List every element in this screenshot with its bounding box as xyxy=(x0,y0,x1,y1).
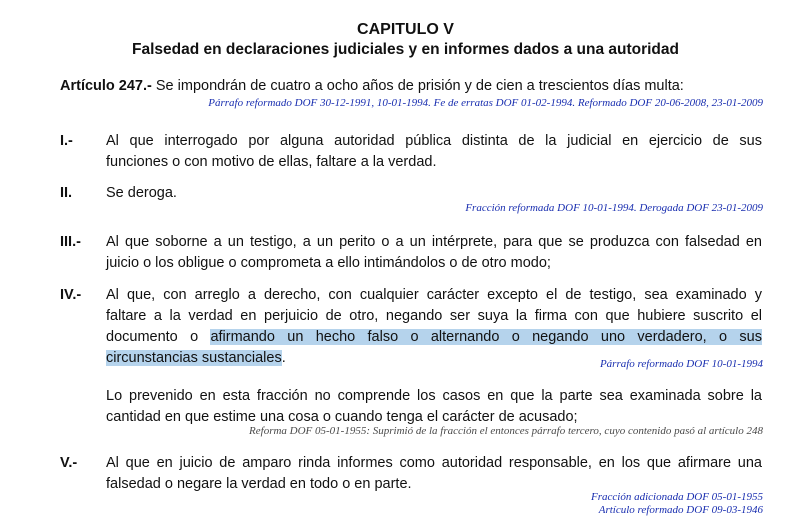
fraction-label-i: I.- xyxy=(60,133,73,149)
fraction-label-iv: IV.- xyxy=(60,287,82,303)
fraction-v-note-2: Artículo reformado DOF 09-03-1946 xyxy=(598,504,763,516)
fraction-iv-extra-paragraph xyxy=(106,386,762,428)
fraction-text-i xyxy=(106,131,762,173)
fraction-v-note-1: Fracción adicionada DOF 05-01-1955 xyxy=(591,491,763,503)
article-reform-note: Párrafo reformado DOF 30-12-1991, 10-01-1994. Fe de erratas DOF 01-02-1994. Reformado DOF 20-06-2008, 23-01-2009 xyxy=(208,97,763,109)
fraction-ii-note: Fracción reformada DOF 10-01-1994. Derogada DOF 23-01-2009 xyxy=(465,202,763,214)
fraction-line: Al que soborne a un testigo, a un perito o a un intérprete, para que se produzca con falsedad en xyxy=(106,234,762,250)
fraction-line: Al que, con arreglo a derecho, con cualquier carácter excepto el de testigo, sea examinado y xyxy=(106,287,762,303)
fraction-text-v xyxy=(106,453,762,495)
fraction-label-iii: III.- xyxy=(60,234,81,250)
fraction-line: Se deroga. xyxy=(106,185,177,201)
fraction-line: Al que en juicio de amparo rinda informes como autoridad responsable, en los que afirmare una xyxy=(106,455,762,471)
fraction-line: Lo prevenido en esta fracción no comprende los casos en que la parte sea examinada sobre la xyxy=(106,388,762,404)
fraction-text-iii xyxy=(106,232,762,274)
fraction-line: juicio o los obligue o comprometa a ello intimándolos o de otro modo; xyxy=(106,255,551,271)
fraction-line: faltare a la verdad en perjuicio de otro, negando ser suya la firma con que hubiere suscrito el xyxy=(106,308,762,324)
fraction-line: falsedad o negare la verdad en todo o en parte. xyxy=(106,476,412,492)
fraction-label-v: V.- xyxy=(60,455,78,471)
fraction-iv-extra-note: Reforma DOF 05-01-1955: Suprimió de la fracción el entonces párrafo tercero, cuyo contenido pasó al artículo 248 xyxy=(249,425,763,437)
selected-text[interactable]: circunstancias sustanciales xyxy=(106,350,282,366)
chapter-title: CAPITULO V xyxy=(357,21,454,38)
plain-text: . xyxy=(281,350,286,366)
plain-text: documento o xyxy=(106,329,211,345)
chapter-subtitle: Falsedad en declaraciones judiciales y en informes dados a una autoridad xyxy=(132,41,679,58)
fraction-label-ii: II. xyxy=(60,185,73,201)
fraction-line-with-selection xyxy=(106,327,762,348)
selected-text[interactable]: afirmando un hecho falso o alternando o negando uno verdadero, o sus xyxy=(210,329,762,345)
fraction-line: Al que interrogado por alguna autoridad pública distinta de la judicial en ejercicio de sus xyxy=(106,133,762,149)
fraction-iv-note: Párrafo reformado DOF 10-01-1994 xyxy=(599,358,763,370)
article-number: Artículo 247.- xyxy=(60,78,152,94)
fraction-line: cantidad en que estime una cosa o cuando tenga el carácter de acusado; xyxy=(106,409,578,425)
article-heading xyxy=(60,77,770,96)
fraction-line: funciones o con motivo de ellas, faltare a la verdad. xyxy=(106,154,437,170)
article-text: Se impondrán de cuatro a ocho años de prisión y de cien a trescientos días multa: xyxy=(151,78,684,94)
